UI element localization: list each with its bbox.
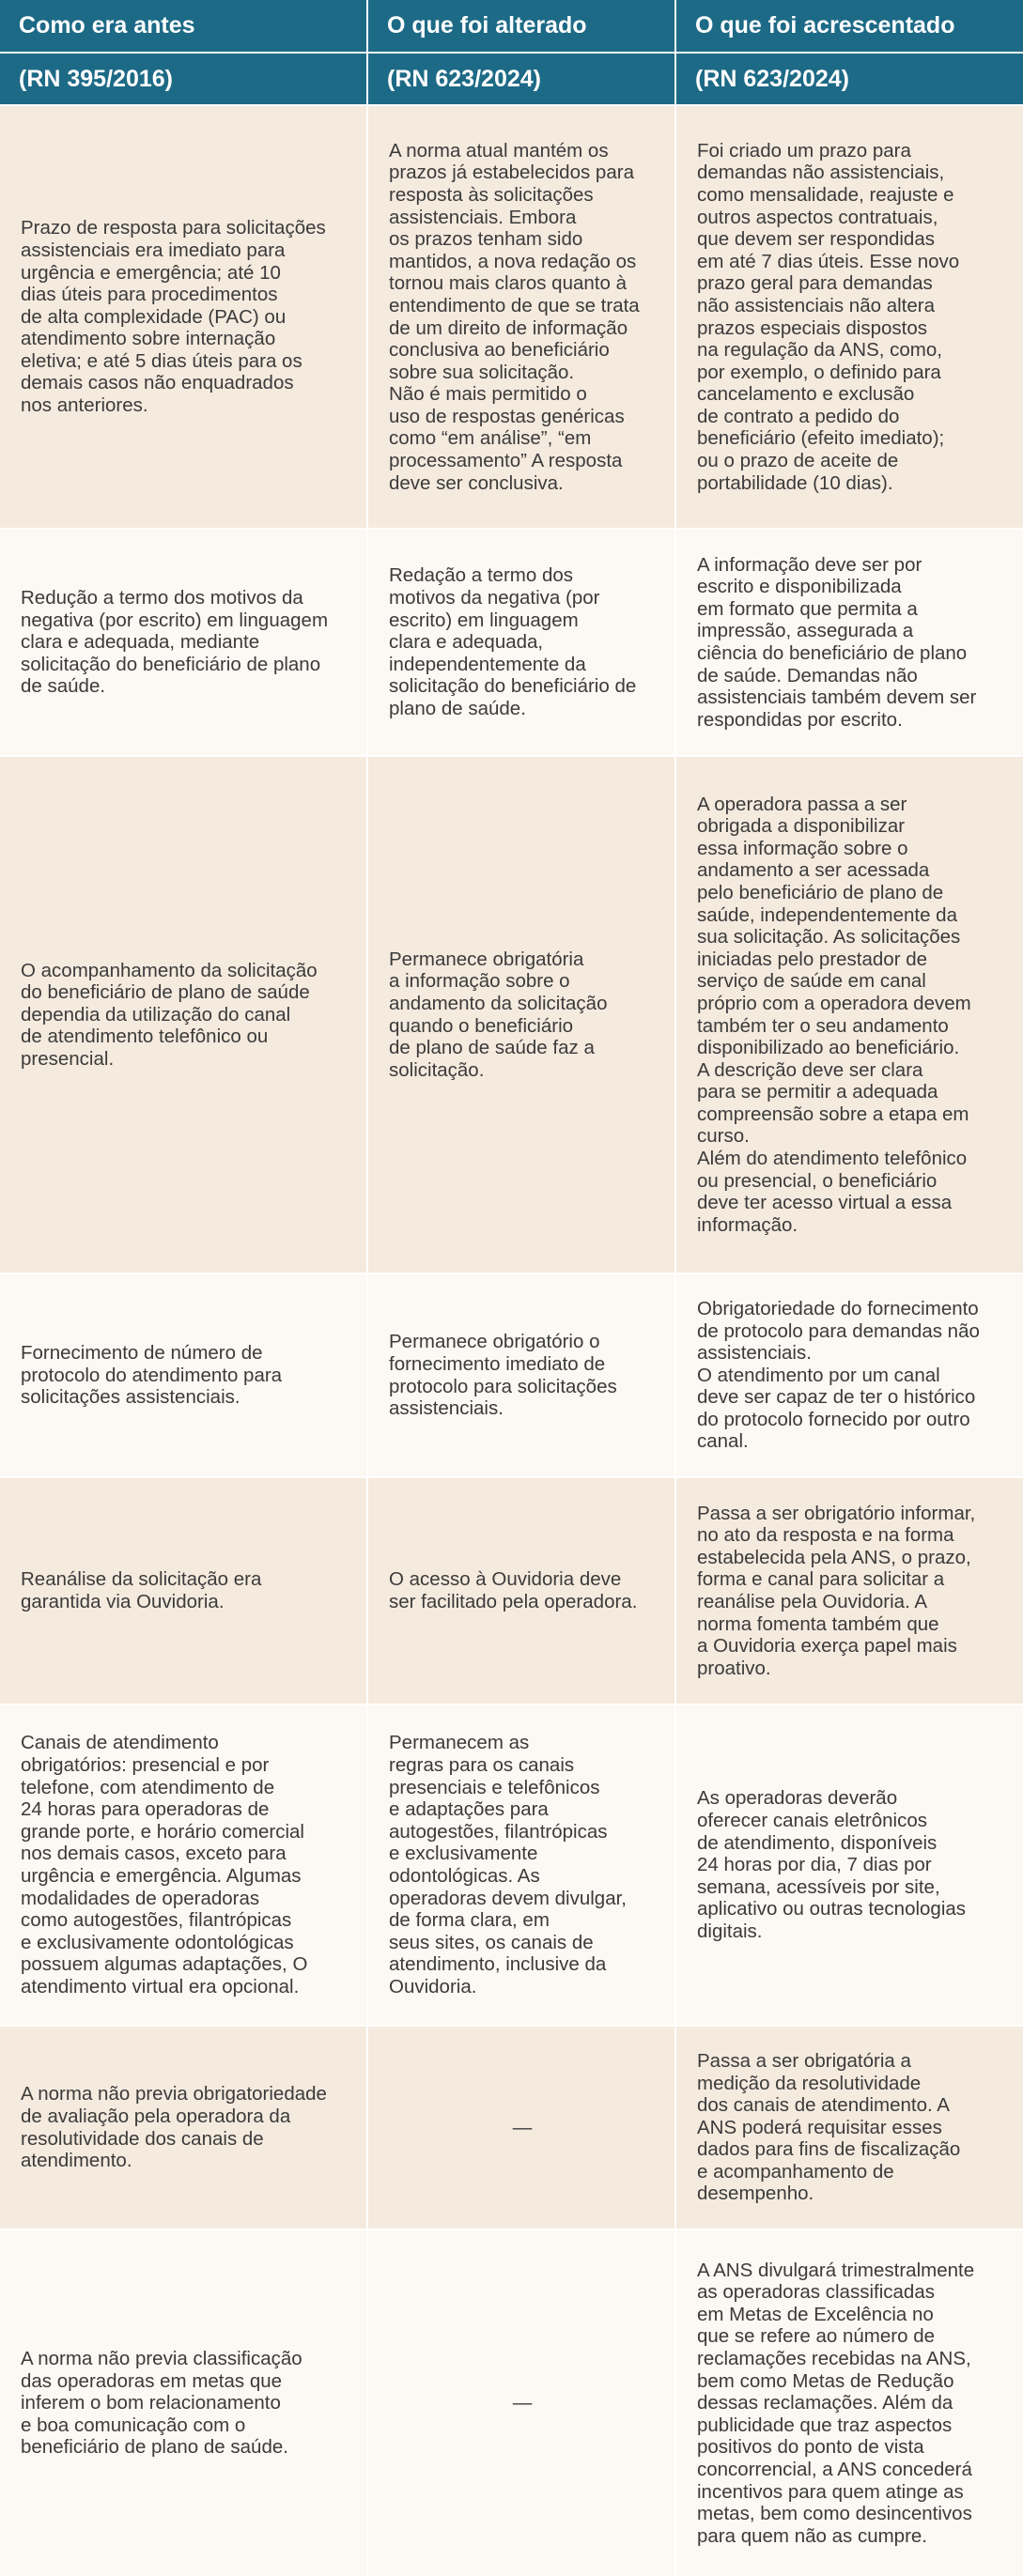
cell-changed	[366, 1274, 674, 1476]
column-subheader-changed: (RN 623/2024)	[366, 54, 674, 104]
table-row	[0, 1704, 1023, 2025]
cell-added	[674, 757, 1023, 1273]
column-subheader-before: (RN 395/2016)	[19, 65, 173, 92]
cell-added	[674, 1274, 1023, 1476]
cell-text: A norma atual mantém os prazos já estabelecidos para resposta às solicitações assistenciais. Embora os prazos tenham sido mantidos, a nova redação os tornou mais claros quanto à entendimento de que se trata de um direito de informação conclusiva ao beneficiário sobre sua solicitação. Não é mais permitido o uso de respostas genéricas como “em análise”, “em processamento” A resposta deve ser conclusiva.	[389, 139, 640, 494]
cell-text: Permanece obrigatória a informação sobre o andamento da solicitação quando o beneficiário de plano de saúde faz a solicitação.	[389, 948, 608, 1081]
cell-text: A informação deve ser por escrito e disponibilizada em formato que permita a impressão, assegurada a ciência do beneficiário de plano de saúde. Demandas não assistenciais também devem ser respondidas por escrito.	[697, 553, 977, 731]
cell-text: Obrigatoriedade do fornecimento de protocolo para demandas não assistenciais. O atendimento por um canal deve ser capaz de ter o histórico do protocolo fornecido por outro canal.	[697, 1297, 980, 1453]
cell-added	[674, 2027, 1023, 2229]
cell-before	[0, 757, 366, 1273]
cell-text: Redação a termo dos motivos da negativa (por escrito) em linguagem clara e adequada, independentemente da solicitação do beneficiário de plano de saúde.	[389, 564, 637, 719]
cell-added	[674, 106, 1023, 528]
column-header-before: Como era antes	[19, 12, 195, 39]
cell-text: A norma não previa obrigatoriedade de avaliação pela operadora da resolutividade dos canais de atendimento.	[21, 2083, 327, 2172]
cell-text: Prazo de resposta para solicitações assistenciais era imediato para urgência e emergência; até 10 dias úteis para procedimentos de alta complexidade (PAC) ou atendimento sobre internação eletiva; e até 5 dias úteis para os demais casos não enquadrados nos anteriores.	[21, 217, 326, 417]
cell-text: Canais de atendimento obrigatórios: presencial e por telefone, com atendimento de 24 horas para operadoras de grande porte, e horário comercial nos demais casos, exceto para urgência e emergência. Algumas modalidades de operadoras como autogestões, filantrópicas e exclusivamente odontológicas possuem algumas adaptações, O atendimento virtual era opcional.	[21, 1732, 308, 1998]
cell-added	[674, 1478, 1023, 1704]
cell-changed	[366, 530, 674, 755]
cell-text: O acesso à Ouvidoria deve ser facilitado pela operadora.	[389, 1568, 638, 1612]
cell-changed	[366, 1478, 674, 1704]
cell-changed	[366, 106, 674, 528]
cell-added	[674, 1705, 1023, 2025]
cell-added	[674, 2230, 1023, 2576]
cell-before	[0, 1705, 366, 2025]
table-row	[0, 528, 1023, 755]
cell-text: Passa a ser obrigatório informar, no ato da resposta e na forma estabelecida pela ANS, o prazo, forma e canal para solicitar a reanálise pela Ouvidoria. A norma fomenta também que a Ouvidoria exerça papel mais proativo.	[697, 1502, 976, 1679]
cell-text: —	[512, 2116, 533, 2138]
cell-before	[0, 2027, 366, 2229]
cell-text: Permanecem as regras para os canais presenciais e telefônicos e adaptações para autogestões, filantrópicas e exclusivamente odontológicas. As operadoras devem divulgar, de forma clara, em seus sites, os canais de atendimento, inclusive da Ouvidoria.	[389, 1732, 627, 1998]
table-row	[0, 2025, 1023, 2229]
cell-text: Reanálise da solicitação era garantida via Ouvidoria.	[21, 1568, 262, 1612]
table-header-row	[0, 0, 1023, 54]
cell-before	[0, 2230, 366, 2576]
column-subheader-added: (RN 623/2024)	[674, 54, 1023, 104]
cell-text: Foi criado um prazo para demandas não assistenciais, como mensalidade, reajuste e outros aspectos contratuais, que devem ser respondidas em até 7 dias úteis. Esse novo prazo geral para demandas não assistenciais não altera prazos especiais dispostos na regulação da ANS, como, por exemplo, o definido para cancelamento e exclusão de contrato a pedido do beneficiário (efeito imediato); ou o prazo de aceite de portabilidade (10 dias).	[697, 139, 960, 494]
cell-text: A operadora passa a ser obrigada a disponibilizar essa informação sobre o andamento a ser acessada pelo beneficiário de plano de saúde, independentemente da sua solicitação. As solicitações iniciadas pelo prestador de serviço de saúde em canal próprio com a operadora devem também ter o seu andamento disponibilizado ao beneficiário. A descrição deve ser clara para se permitir a adequada compreensão sobre a etapa em curso. Além do atendimento telefônico ou presencial, o beneficiário deve ter acesso virtual a essa informação.	[697, 793, 971, 1236]
cell-added	[674, 530, 1023, 755]
column-header-changed: O que foi alterado	[366, 0, 674, 52]
cell-changed	[366, 2027, 674, 2229]
cell-changed	[366, 757, 674, 1273]
cell-text: Passa a ser obrigatória a medição da resolutividade dos canais de atendimento. A ANS poderá requisitar esses dados para fins de fiscalização e acompanhamento de desempenho.	[697, 2049, 961, 2205]
table-subheader-row	[0, 54, 1023, 104]
cell-text: As operadoras deverão oferecer canais eletrônicos de atendimento, disponíveis 24 horas por dia, 7 dias por semana, acessíveis por site, aplicativo ou outras tecnologias digitais.	[697, 1787, 967, 1942]
table-row	[0, 1273, 1023, 1476]
cell-text: Redução a termo dos motivos da negativa (por escrito) em linguagem clara e adequada, mediante solicitação do beneficiário de plano de saúde.	[21, 587, 329, 698]
table-row	[0, 755, 1023, 1273]
column-header-added: O que foi acrescentado	[674, 0, 1023, 52]
cell-before	[0, 1274, 366, 1476]
cell-text: Fornecimento de número de protocolo do atendimento para solicitações assistenciais.	[21, 1342, 283, 1409]
cell-before	[0, 106, 366, 528]
cell-text: —	[512, 2392, 533, 2414]
cell-before	[0, 1478, 366, 1704]
table-row	[0, 104, 1023, 528]
cell-changed	[366, 1705, 674, 2025]
table-row	[0, 1476, 1023, 1704]
cell-text: Permanece obrigatório o fornecimento imediato de protocolo para solicitações assistenciais.	[389, 1331, 617, 1420]
table-row	[0, 2229, 1023, 2576]
cell-text: A norma não previa classificação das operadoras em metas que inferem o bom relacionamento e boa comunicação com o beneficiário de plano de saúde.	[21, 2348, 302, 2459]
cell-before	[0, 530, 366, 755]
cell-text: A ANS divulgará trimestralmente as operadoras classificadas em Metas de Excelência no que se refere ao número de reclamações recebidas na ANS, bem como Metas de Redução dessas reclamações. Além da publicidade que traz aspectos positivos do ponto de vista concorrencial, a ANS concederá incentivos para quem atinge as metas, bem como desincentivos para quem não as cumpre.	[697, 2259, 975, 2547]
cell-text: O acompanhamento da solicitação do beneficiário de plano de saúde dependia da utilização do canal de atendimento telefônico ou presencial.	[21, 959, 318, 1070]
cell-changed	[366, 2230, 674, 2576]
